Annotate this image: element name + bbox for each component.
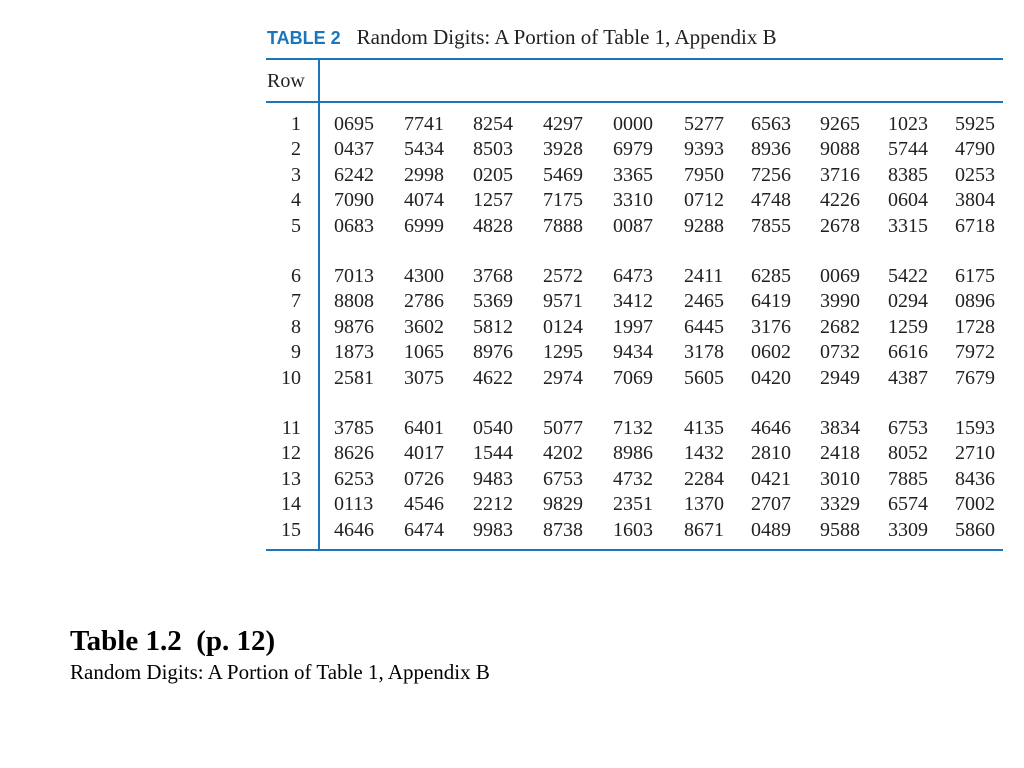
table-cell: 2284 bbox=[684, 467, 724, 490]
table-cell: 6999 bbox=[404, 214, 444, 237]
table-cell: 3716 bbox=[820, 163, 860, 186]
table-cell: 9829 bbox=[543, 493, 583, 516]
table-cell: 4748 bbox=[751, 189, 791, 212]
table-cell: 0604 bbox=[888, 189, 928, 212]
table-cell: 5369 bbox=[473, 290, 513, 313]
table-cell: 9571 bbox=[543, 290, 583, 313]
table-cell: 5605 bbox=[684, 366, 724, 389]
table-cell: 1603 bbox=[613, 518, 653, 541]
table-cell: 7002 bbox=[955, 493, 995, 516]
table-cell: 4828 bbox=[473, 214, 513, 237]
table-cell: 6419 bbox=[751, 290, 791, 313]
table-cell: 0294 bbox=[888, 290, 928, 313]
table-cell: 0726 bbox=[404, 467, 444, 490]
table-cell: 4297 bbox=[543, 113, 583, 135]
table-cell: 4646 bbox=[751, 417, 791, 439]
row-number: 12 bbox=[281, 442, 301, 465]
row-number: 15 bbox=[281, 518, 301, 541]
table-cell: 0113 bbox=[334, 493, 374, 516]
table-cell: 0253 bbox=[955, 163, 995, 186]
table-cell: 1295 bbox=[543, 341, 583, 364]
table-cell: 0602 bbox=[751, 341, 791, 364]
table-cell: 5077 bbox=[543, 417, 583, 439]
table-cell: 1728 bbox=[955, 315, 995, 338]
table-cell: 4646 bbox=[334, 518, 374, 541]
table-cell: 7132 bbox=[613, 417, 653, 439]
table-cell: 6979 bbox=[613, 138, 653, 161]
row-number: 6 bbox=[291, 265, 301, 287]
table-cell: 3178 bbox=[684, 341, 724, 364]
table-cell: 2974 bbox=[543, 366, 583, 389]
table-cell: 8052 bbox=[888, 442, 928, 465]
table-cell: 4135 bbox=[684, 417, 724, 439]
table-cell: 0712 bbox=[684, 189, 724, 212]
caption-subtitle: Random Digits: A Portion of Table 1, Appendix B bbox=[70, 660, 490, 684]
table-cell: 8503 bbox=[473, 138, 513, 161]
table-cell: 2998 bbox=[404, 163, 444, 186]
table-cell: 3010 bbox=[820, 467, 860, 490]
table-bottom-rule bbox=[266, 549, 1003, 551]
table-cell: 0421 bbox=[751, 467, 791, 490]
table-title bbox=[267, 25, 777, 50]
table-cell: 2572 bbox=[543, 265, 583, 287]
row-number: 8 bbox=[291, 315, 301, 338]
table-cell: 7888 bbox=[543, 214, 583, 237]
table-cell: 4622 bbox=[473, 366, 513, 389]
table-cell: 6401 bbox=[404, 417, 444, 439]
table-cell: 3768 bbox=[473, 265, 513, 287]
table-cell: 1023 bbox=[888, 113, 928, 135]
table-cell: 6242 bbox=[334, 163, 374, 186]
row-number: 13 bbox=[281, 467, 301, 490]
table-cell: 1593 bbox=[955, 417, 995, 439]
row-number: 11 bbox=[281, 417, 301, 439]
table-cell: 6574 bbox=[888, 493, 928, 516]
table-cell: 6753 bbox=[888, 417, 928, 439]
table-cell: 2707 bbox=[751, 493, 791, 516]
caption-title: Table 1.2 (p. 12) bbox=[70, 625, 276, 657]
table-cell: 6753 bbox=[543, 467, 583, 490]
table-cell: 9434 bbox=[613, 341, 653, 364]
row-number: 2 bbox=[291, 138, 301, 161]
table-cell: 0896 bbox=[955, 290, 995, 313]
table-cell: 1873 bbox=[334, 341, 374, 364]
table-cell: 4226 bbox=[820, 189, 860, 212]
table-cell: 5860 bbox=[955, 518, 995, 541]
table-cell: 8436 bbox=[955, 467, 995, 490]
table-cell: 7069 bbox=[613, 366, 653, 389]
table-cell: 7175 bbox=[543, 189, 583, 212]
table-cell: 6175 bbox=[955, 265, 995, 287]
table-cell: 5925 bbox=[955, 113, 995, 135]
table-cell: 3309 bbox=[888, 518, 928, 541]
table-cell: 9483 bbox=[473, 467, 513, 490]
table-cell: 0540 bbox=[473, 417, 513, 439]
table-cell: 3075 bbox=[404, 366, 444, 389]
table-cell: 7256 bbox=[751, 163, 791, 186]
table-cell: 1257 bbox=[473, 189, 513, 212]
table-cell: 8626 bbox=[334, 442, 374, 465]
table-cell: 3928 bbox=[543, 138, 583, 161]
table-cell: 0489 bbox=[751, 518, 791, 541]
table-cell: 9983 bbox=[473, 518, 513, 541]
table-cell: 7855 bbox=[751, 214, 791, 237]
table-cell: 6285 bbox=[751, 265, 791, 287]
table-cell: 2351 bbox=[613, 493, 653, 516]
table-cell: 8671 bbox=[684, 518, 724, 541]
table-cell: 5812 bbox=[473, 315, 513, 338]
table-cell: 5277 bbox=[684, 113, 724, 135]
table-cell: 6563 bbox=[751, 113, 791, 135]
table-cell: 0087 bbox=[613, 214, 653, 237]
table-cell: 3602 bbox=[404, 315, 444, 338]
table-cell: 4074 bbox=[404, 189, 444, 212]
table-cell: 7885 bbox=[888, 467, 928, 490]
table-cell: 1065 bbox=[404, 341, 444, 364]
table-cell: 9393 bbox=[684, 138, 724, 161]
row-number: 4 bbox=[291, 189, 301, 212]
table-cell: 1544 bbox=[473, 442, 513, 465]
table-cell: 8385 bbox=[888, 163, 928, 186]
table-cell: 0069 bbox=[820, 265, 860, 287]
table-cell: 2418 bbox=[820, 442, 860, 465]
table-cell: 2810 bbox=[751, 442, 791, 465]
table-cell: 3990 bbox=[820, 290, 860, 313]
table-cell: 0732 bbox=[820, 341, 860, 364]
table-cell: 6474 bbox=[404, 518, 444, 541]
table-cell: 5434 bbox=[404, 138, 444, 161]
table-cell: 2949 bbox=[820, 366, 860, 389]
table-cell: 6253 bbox=[334, 467, 374, 490]
table-cell: 7950 bbox=[684, 163, 724, 186]
table-cell: 0437 bbox=[334, 138, 374, 161]
table-cell: 4546 bbox=[404, 493, 444, 516]
table-header-rule bbox=[266, 101, 1003, 103]
table-cell: 5469 bbox=[543, 163, 583, 186]
table-cell: 9588 bbox=[820, 518, 860, 541]
table-cell: 7972 bbox=[955, 341, 995, 364]
row-number: 1 bbox=[291, 113, 301, 135]
row-number: 7 bbox=[291, 290, 301, 313]
table-cell: 3834 bbox=[820, 417, 860, 439]
table-cell: 8976 bbox=[473, 341, 513, 364]
table-cell: 3365 bbox=[613, 163, 653, 186]
table-cell: 9088 bbox=[820, 138, 860, 161]
table-cell: 8986 bbox=[613, 442, 653, 465]
row-number: 14 bbox=[281, 493, 301, 516]
table-cell: 2411 bbox=[684, 265, 724, 287]
table-cell: 4300 bbox=[404, 265, 444, 287]
table-label: TABLE 2 bbox=[267, 28, 341, 48]
table-cell: 2710 bbox=[955, 442, 995, 465]
table-cell: 6445 bbox=[684, 315, 724, 338]
table-cell: 2786 bbox=[404, 290, 444, 313]
table-cell: 2465 bbox=[684, 290, 724, 313]
table-cell: 6718 bbox=[955, 214, 995, 237]
table-cell: 1370 bbox=[684, 493, 724, 516]
table-cell: 7679 bbox=[955, 366, 995, 389]
table-cell: 3176 bbox=[751, 315, 791, 338]
table-cell: 2212 bbox=[473, 493, 513, 516]
row-number: 10 bbox=[281, 366, 301, 389]
table-cell: 8254 bbox=[473, 113, 513, 135]
row-number: 5 bbox=[291, 214, 301, 237]
table-cell: 6473 bbox=[613, 265, 653, 287]
row-number: 3 bbox=[291, 163, 301, 186]
table-cell: 3329 bbox=[820, 493, 860, 516]
table-cell: 3310 bbox=[613, 189, 653, 212]
table-cell: 0420 bbox=[751, 366, 791, 389]
table-cell: 8936 bbox=[751, 138, 791, 161]
table-cell: 0000 bbox=[613, 113, 653, 135]
table-cell: 1997 bbox=[613, 315, 653, 338]
table-cell: 4732 bbox=[613, 467, 653, 490]
table-cell: 4017 bbox=[404, 442, 444, 465]
table-cell: 0124 bbox=[543, 315, 583, 338]
row-number: 9 bbox=[291, 341, 301, 364]
table-cell: 9288 bbox=[684, 214, 724, 237]
table-cell: 0695 bbox=[334, 113, 374, 135]
table-title-text: Random Digits: A Portion of Table 1, Appendix B bbox=[356, 25, 777, 49]
table-cell: 4202 bbox=[543, 442, 583, 465]
table-cell: 7741 bbox=[404, 113, 444, 135]
table-cell: 9876 bbox=[334, 315, 374, 338]
table-cell: 4387 bbox=[888, 366, 928, 389]
table-cell: 3785 bbox=[334, 417, 374, 439]
table-cell: 9265 bbox=[820, 113, 860, 135]
table-cell: 3315 bbox=[888, 214, 928, 237]
table-cell: 7013 bbox=[334, 265, 374, 287]
table-cell: 3804 bbox=[955, 189, 995, 212]
row-column-header: Row bbox=[267, 70, 305, 92]
table-cell: 5422 bbox=[888, 265, 928, 287]
table-cell: 3412 bbox=[613, 290, 653, 313]
table-cell: 2682 bbox=[820, 315, 860, 338]
caption bbox=[70, 624, 490, 686]
table-cell: 4790 bbox=[955, 138, 995, 161]
table-cell: 2678 bbox=[820, 214, 860, 237]
table-cell: 6616 bbox=[888, 341, 928, 364]
table-cell: 0205 bbox=[473, 163, 513, 186]
table-cell: 1259 bbox=[888, 315, 928, 338]
table-cell: 1432 bbox=[684, 442, 724, 465]
table-cell: 8808 bbox=[334, 290, 374, 313]
table-column-divider bbox=[318, 58, 320, 551]
table-cell: 2581 bbox=[334, 366, 374, 389]
table-cell: 7090 bbox=[334, 189, 374, 212]
table-top-rule bbox=[266, 58, 1003, 60]
table-cell: 0683 bbox=[334, 214, 374, 237]
table-cell: 5744 bbox=[888, 138, 928, 161]
table-cell: 8738 bbox=[543, 518, 583, 541]
